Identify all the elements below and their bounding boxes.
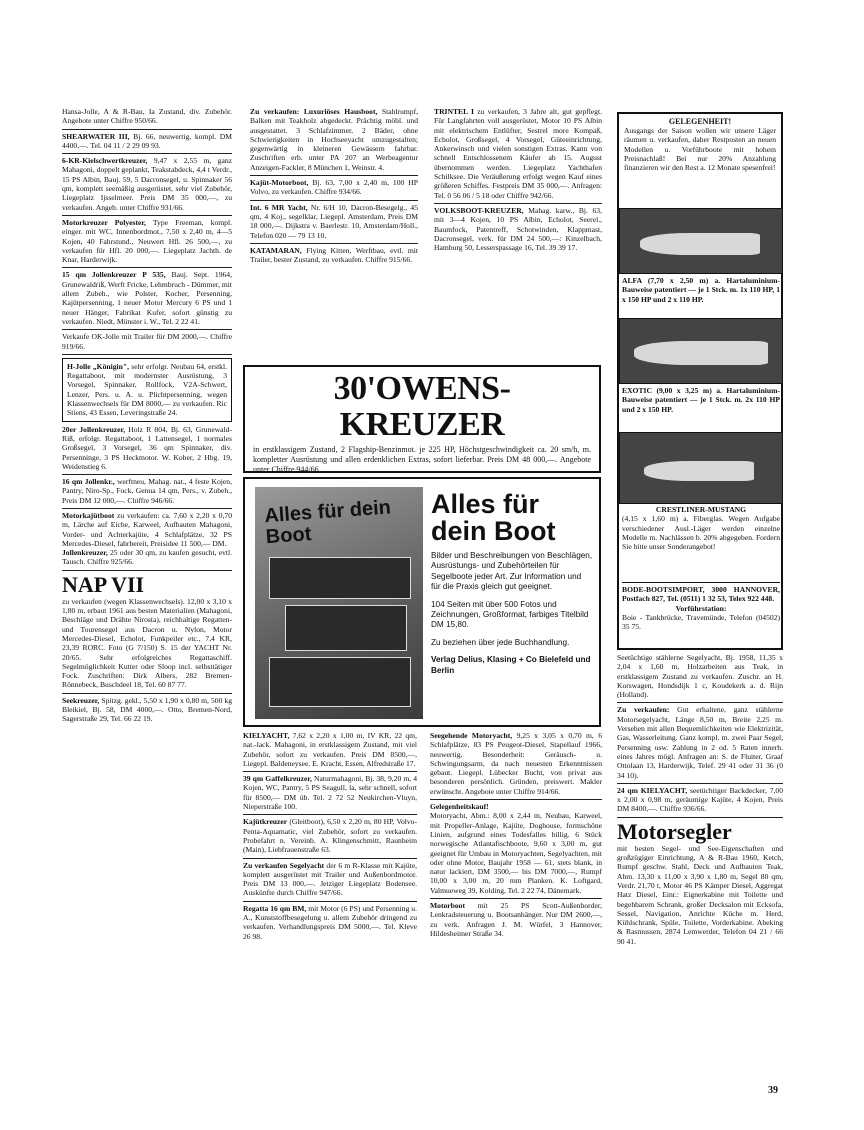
- ad-15qm-jollenkreuzer: 15 qm Jollenkreuzer P 535, Bauj. Sept. 1964, Grunewaldriß, Werft Fricke, Lehmbruch - Dümmer, mit allem Zubeh., wie Polster, Kocher, Persenning, Kajütpersenning, 1 neuer Motor Mercury 6 PS und 1 neuer Hänger, Fabrikat Kufer, sofort günstig zu verkaufen. Niedt, Münster i. W., Tel. 2 22 41.: [62, 270, 232, 330]
- gelegenheit-text: Ausgangs der Saison wollen wir unsere Läger räumen u. verkaufen, daher Restposten an neuen Modellen u. Vorführboote mit hohem Preisnachlaß! Bei nur 20% Anzahlung finanzieren wir den Rest a. 12 Monate spesenfrei!: [624, 126, 776, 173]
- cover-photo: [285, 605, 407, 651]
- ad-segelyacht-6mr: Zu verkaufen Segelyacht der 6 m R-Klasse mit Kajüte, komplett ausgerüstet mit Trailer und Außenbordmotor. Preis DM 13 000,—. Jetziger Liegeplatz Bodensee. Auskünfte durch Chiffre 947/66.: [243, 861, 417, 902]
- photo-alfa-boat: [619, 208, 783, 274]
- ad-regatta-bm: Regatta 16 qm BM, mit Motor (6 PS) und Persenning u. A., Kunststoffbesegelung u. allem Zubehör dringend zu verkaufen. Verhandlungspreis DM 5000,—. Tel. Kleve 26 98.: [243, 903, 417, 941]
- page-number: 39: [768, 1085, 778, 1096]
- ad-hansa-jolle: Hansa-Jolle, A & R-Bau, Ia Zustand, div. Zubehör. Angebote unter Chiffre 950/66.: [62, 107, 232, 130]
- ad-seegehende-motoryacht: Seegehende Motoryacht, 9,25 x 3,05 x 0,70 m, 6 Schlafplätze, 83 PS Peugeot-Diesel, Stapellauf 1966, neuwertig, Besonderheit: Geräusch- u. Schwingungsarm, da nach neuesten Erkenntnissen gebaut. Liegepl. Lübecker Bucht, von privat aus besonderen persönlich. Gründen, preiswert. Makler erwünscht. Angebote unter Chiffre 914/66.: [430, 731, 602, 800]
- caption-alfa: ALFA (7,70 x 2,50 m) a. Hartaluminium-Bauweise patentiert — je 1 Stck. m. 1x 110 HP, 1 x 150 HP und 2 x 110 HP.: [622, 276, 780, 304]
- photo-crestliner-boat: [619, 432, 783, 504]
- owens-text: in erstklassigem Zustand, 2 Flagship-Benzinmot. je 225 HP, Höchstgeschwindigkeit ca. 20 sm/h, m. kompletter Ausrüstung und allen erdenklichen Extras, sofort lieferbar. Preis DM 48 000,—. Angebote unter Chiffre 944/66.: [253, 445, 591, 474]
- ad-gaffelkreuzer: 39 qm Gaffelkreuzer, Naturmahagoni, Bj. 38, 9,20 m, 4 Kojen, WC, Pantry, 5 PS Seagull, la, sehr schnell, sofort für 8500,— DM üb. Tel. 2 72 52 Neukirchen-Vluyn, Nieperstraße 100.: [243, 774, 417, 815]
- ad-seekreuzer: Seekreuzer, Spitzg. gekl., 5,50 x 1,90 x 0,80 m, 500 kg Bleikiel, Bj. 58, DM 4000,—. Otto, Bremen-Nord, Sagerstraße 29, Tel. 66 22 19.: [62, 695, 232, 724]
- classifieds-column-4-bottom: [617, 653, 783, 1083]
- classifieds-column-1: [62, 107, 232, 1107]
- ad-int-6mr-yacht: Int. 6 MR Yacht, Nr. 6/H 10, Dacron-Besegelg., 45 qm, 4 Koj., segelklar, Liegepl. Amsterdam, Preis DM 18 000,—. Dijkstra v. Baerlestr. 10, Amsterdam/Holl., Telefon 020 — 79 13 10.: [250, 203, 418, 244]
- classifieds-column-3-top: [434, 107, 602, 362]
- cover-photo: [269, 657, 411, 707]
- ad-kajuet-motorboot: Kajüt-Motorboot, Bj. 63, 7,00 x 2,40 m, 100 HP Volvo, zu verkaufen. Chiffre 934/66.: [250, 178, 418, 201]
- gelegenheit-title: GELEGENHEIT!: [668, 117, 732, 126]
- ad-seetuechtige-segelyacht: Seetüchtige stählerne Segelyacht, Bj. 1958, 11,35 x 2,04 x 1,60 m, Holzarbeiten aus Teak, in erstklassigem Zustand zu verkaufen. Zuschr. an H. Korswagen, Hondsdijk 1 c, Koudekerk a. d. Rijn (Holland).: [617, 653, 783, 703]
- ad-nap-vii: NAP VII zu verkaufen (wegen Klassenwechsels). 12,00 x 3,10 x 1,80 m, erbaut 1961 aus besten Materialien (Mahagoni, Beschläge und Drähte Nirosta), reichhaltige Regatten- und Tourensegel aus Dacron u. Nylon, Motor Mercedes-Diesel, Echolot, Funkpeiler etc., 7,4 KR, 23,39 RORC. Foto (G 7/150) S. 15 der YACHT Nr. 20/65. Sehr erfolgreiches Regattaschiff. Segelmöglichkeit Kutter oder Sloop incl. selbsttätiger Fock. Zuschriften: Dirk Albers, 282 Bremen-Rönnebeck, Buschdeel 18, Tel. 60 87 77.: [62, 573, 232, 694]
- owens-title: 30'OWENS-KREUZER: [333, 370, 511, 443]
- cover-photo: [269, 557, 411, 599]
- ad-kajuetkreuzer: Kajütkreuzer (Gleitboot), 6,50 x 2,20 m, 80 HP, Volvo-Penta-Aquamatic, viel Zubehör, sofort zu verkaufen. Probefahrt n. Vereinb. A. Klingenschmitt, Raunheim (Main), Liebfrauenstraße 63.: [243, 817, 417, 858]
- book-title: Alles für dein Boot: [431, 489, 556, 546]
- ad-owens-kreuzer: [243, 365, 601, 473]
- ad-kielyacht: KIELYACHT, 7,62 x 2,20 x 1,00 m, IV KR, 22 qm, nat.-lack. Mahagoni, in erstklassigem Zustand, mit viel Zubehör, sofort zu verkaufen. Preis DM 8500,—, Liegepl. Baldeneysee. E. Kracht, Essen, Alfredstraße 17.: [243, 731, 417, 772]
- ad-motorboot: Motorboot mit 25 PS Scott-Außenborder, Lenkradsteuerung u. Bootsanhänger. Nur DM 2600,—, zu verk. Anfragen J. M. Würfel, 3 Hannover, Hildesheimer Straße 34.: [430, 901, 602, 938]
- book-description: Alles für dein Boot Bilder und Beschreibungen von Beschlägen, Ausrüstungs- und Zubehörteilen für Segelboote jeder Art. Zur Information und für die Praxis gleich gut geeignet. 104 Seiten mit über 500 Fotos und Zeichnungen, Großformat, farbiges Titelbild DM 15,80. Zu beziehen über jede Buchhandlung. Verlag Delius, Klasing + Co Bielefeld und Berlin: [431, 489, 593, 675]
- caption-crestliner: CRESTLINER-MUSTANG (4,15 x 1,60 m) a. Fiberglas. Wegen Aufgabe verschiedener Ausl.-Läger werden einzelne Modelle m. Nachlässen b. 20% abgegeben. Fordern Sie bitte unser Sonderangebot!: [622, 505, 780, 552]
- classifieds-column-2-top: [250, 107, 418, 362]
- ad-h-jolle-koenigin: H-Jolle „Königin", sehr erfolgr. Neubau 64, erstkl. Regattaboot, mit modernster Ausrüstung, 3 Vorsegel, Spinnaker, Rollfock, V2A-Schwert, Lenzer, Pers. u. A. u. Plichtpersenning, wegen Klassenwechsels für DM 8000,— zu verkaufen. Ric Stiens, 43 Essen, Leveringstraße 24.: [62, 358, 232, 422]
- ad-ok-jolle: Verkaufe OK-Jolle mit Trailer für DM 2000,—. Chiffre 919/66.: [62, 332, 232, 355]
- ad-katamaran: KATAMARAN, Flying Kitten, Werftbau, evtl. mit Trailer, bester Zustand, zu verkaufen. Chiffre 915/66.: [250, 245, 418, 265]
- ad-book-alles-fuer-dein-boot: [243, 477, 601, 727]
- ad-motorkajuetboot: Motorkajütboot zu verkaufen: ca. 7,60 x 2,20 x 0,70 m, Lärche auf Eiche, Karweel, Aufbauten Mahagoni, Vorder- und Achterkajüte, 4 Schlafplätze, 32 PS Mercedes-Diesel, fahrbereit, Preisidee 11 500,— DM. Jollenkreuzer, 25 oder 30 qm, zu kaufen gesucht, evtl. Tausch. Chiffre 925/66.: [62, 511, 232, 571]
- ad-20er-jollenkreuzer: 20er Jollenkreuzer, Holz R 804, Bj. 63, Grunewald-Riß, erfolgr. Regattaboot, 1 Lattensegel, 1 normales Großsegel, 3 Vorsegel, 36 qm Spinnaker, div. Persenninge, 3 PS Heckmotor. W. Kober, 2 Hbg. 19, Weidenstieg 6.: [62, 425, 232, 475]
- ad-motorsegler: Motorsegler mit besten Segel- und See-Eigenschaften und großzügiger Einrichtung, A & R-Bau 1960, Ketch, Rumpf geschw. Stahl, Deck und Aufbauten Teak, Abm. 13,30 x 11,00 x 3,90 x 1,80 m, Segel 80 qm, Verdr. 21,70 t, Motor 46 PS Kämper Diesel, Aggregat Hatz Diesel, Einr.: Eignerkabine mit Toilette und begehbarem Schrank, großer Decksalon mit Ecksofa, Sessel, Navigation, Anrichte Küche m. Herd, Kühlschrank, Spüle, Toilette, Vorderkabine. Abeking & Rasmussen, 2874 Lemwerder, Telefon 04 21 / 66 90 41.: [617, 818, 783, 946]
- ad-24qm-kielyacht: 24 qm KIELYACHT, seetüchtiger Backdecker, 7,00 x 2,00 x 0,98 m, geräumige Kajüte, 4 Kojen, Preis DM 8400,—. Chiffre 936/66.: [617, 786, 783, 818]
- ad-16qm-jollenkreuzer: 16 qm Jollenkr., werftneu, Mahag. nat., 4 feste Kojen, Pantry, Niro-Sp., Fock, Genua 14 qm, Pers., v. Zubeh., Preis DM 12 000,—. Chiffre 946/66.: [62, 477, 232, 509]
- caption-exotic: EXOTIC (9,00 x 3,25 m) a. Hartaluminium-Bauweise patentiert — je 1 Stck. m. 2x 110 HP und 2 x 150 HP.: [622, 386, 780, 414]
- ad-gelegenheitskauf: Gelegenheitskauf! Motoryacht, Abm.: 8,00 x 2,44 m, Neubau, Karweel, mit Propeller-Anlage, Kajüte, Doghouse, formschöne Linien, aufgrund eines Todesfalles billig. 6 Stück norwegische Atlantafischboote, 9,60 x 3,00 m, gut geeignet für Umbau in Motoryachten, Segelyachten, mit oder ohne Motor, Baujahr 1958 — 61, stets blank, in natur lackiert, DM 3500,— bis DM 7000,—, Rumpf 10,00 x 3,00 m, 20 mm Planken. K. Loftgard, Valmueweg 39, Kolding, Tel. 2 22 74, Dänemark.: [430, 802, 602, 899]
- classifieds-column-3-bottom: [430, 731, 602, 1091]
- ad-shearwater: SHEARWATER III, Bj. 66, neuwertig, kompl. DM 4400,—. Tel. 04 11 / 2 29 09 93.: [62, 132, 232, 155]
- book-cover-image: [255, 487, 423, 719]
- bode-address: BODE-BOOTSIMPORT, 3000 HANNOVER, Postfach 827, Tel. (0511) 1 32 53, Telex 922 448. Vorführstation: Boie - Tankbrücke, Travemünde, Telefon (04502) 35 75.: [622, 582, 780, 631]
- classifieds-column-2-bottom: [243, 731, 417, 1091]
- ad-hausboot: Zu verkaufen: Luxuriöses Hausboot, Stahlrumpf, Balken mit Teakholz abgedeckt. Prächtig möbl. und ausgestattet. 3 Schlafzimmer, 2 Bäder, ohne Schwierigkeiten in Hochseeyacht umzugestalten; gegenwärtig in kleineren Gewässern fahrbar. Zuschriften erb. unter PA 207 an Werbeagentur Anzeigen-Fackler, 8 München 1, Weinstr. 4.: [250, 107, 418, 176]
- ad-trintel: TRINTEL I zu verkaufen, 3 Jahre alt, gut gepflegt. Für Langfahrten voll ausgerüstet, Motor 10 PS Albin mit elektrischem Entlüfter, Sestrel more Kompaß, Echolot, Großsegel, 4 Vorsegel, Güteeinrichtung, Ankerwinsch und vielen sonstigen Extras. Kann von schnell Entschlossenem Käufer ab 15. August übernommen werden. Liegeplatz Yachthafen Schilksee. Die Veräußerung erfolgt wegen Kauf eines größeren Schiffes. Festpreis DM 35 000,—. Anfragen: Tel. 0 56 06 / 5 18 oder Chiffre 942/66.: [434, 107, 602, 204]
- photo-exotic-boat: [619, 318, 783, 384]
- ad-volksboot-kreuzer: VOLKSBOOT-KREUZER, Mahag. karw., Bj. 63, mit 3—4 Kojen, 10 PS Albin, Echolot, Seerel., Baumfock, Patentreff, Schotwinden, Klappmast, Dacronsegel, verk. für DM 24 500,—: Kinzelbach, Hamburg 50, Lesserspassage 16, Tel. 39 39 17.: [434, 205, 602, 253]
- ad-6kr-kielschwertkreuzer: 6-KR-Kielschwertkreuzer, 9,47 x 2,55 m, ganz Mahagoni, doppelt geplankt, Teakstabdeck, 4,4 t Verdr., 15 PS Albin, Bauj. 59, 5 Dacronsegel, u. Spinnaker 56 qm, komplett seemäßig ausgerüstet, sehr viel Zubehör, Liegeplatz Ijsselmeer. Preis DM 35 000,—, zu verkaufen. Angeb. unter Chiffre 931/66.: [62, 156, 232, 216]
- book-cover-title: Alles für dein Boot: [263, 496, 392, 549]
- ad-motorkreuzer-polyester: Motorkreuzer Polyester, Type Freeman, kompl. einger. mit WC, Innenbordmot., 7,50 x 2,40 m, 4—5 Kojen, 40 Fahrstund., Neuwert Hfl. 26 500,—, zu verkaufen für Hfl. 20 000,—. Liegeplatz Jachth. de Knar, Harderwijk.: [62, 218, 232, 268]
- ad-motorsegelyacht: Zu verkaufen: Gut erhaltene, ganz stählerne Motorsegelyacht, Länge 8,50 m, Breite 2,25 m. Versehen mit allen Bequemlichkeiten wie Elektrizität, Gas, Wasserleitung. Ganz kompl. m. zwei Paar Segel, Persenning usw. Zahlung in 2 od. 5 Raten innerh. eines Jahres mögl. Anfragen an: S. de Fluiter, Graaf Ottolaan 13, Harderwijk, Telef. 29 41 oder 31 36 (0 34 10).: [617, 705, 783, 783]
- book-publisher: Verlag Delius, Klasing + Co Bielefeld und Berlin: [431, 655, 591, 675]
